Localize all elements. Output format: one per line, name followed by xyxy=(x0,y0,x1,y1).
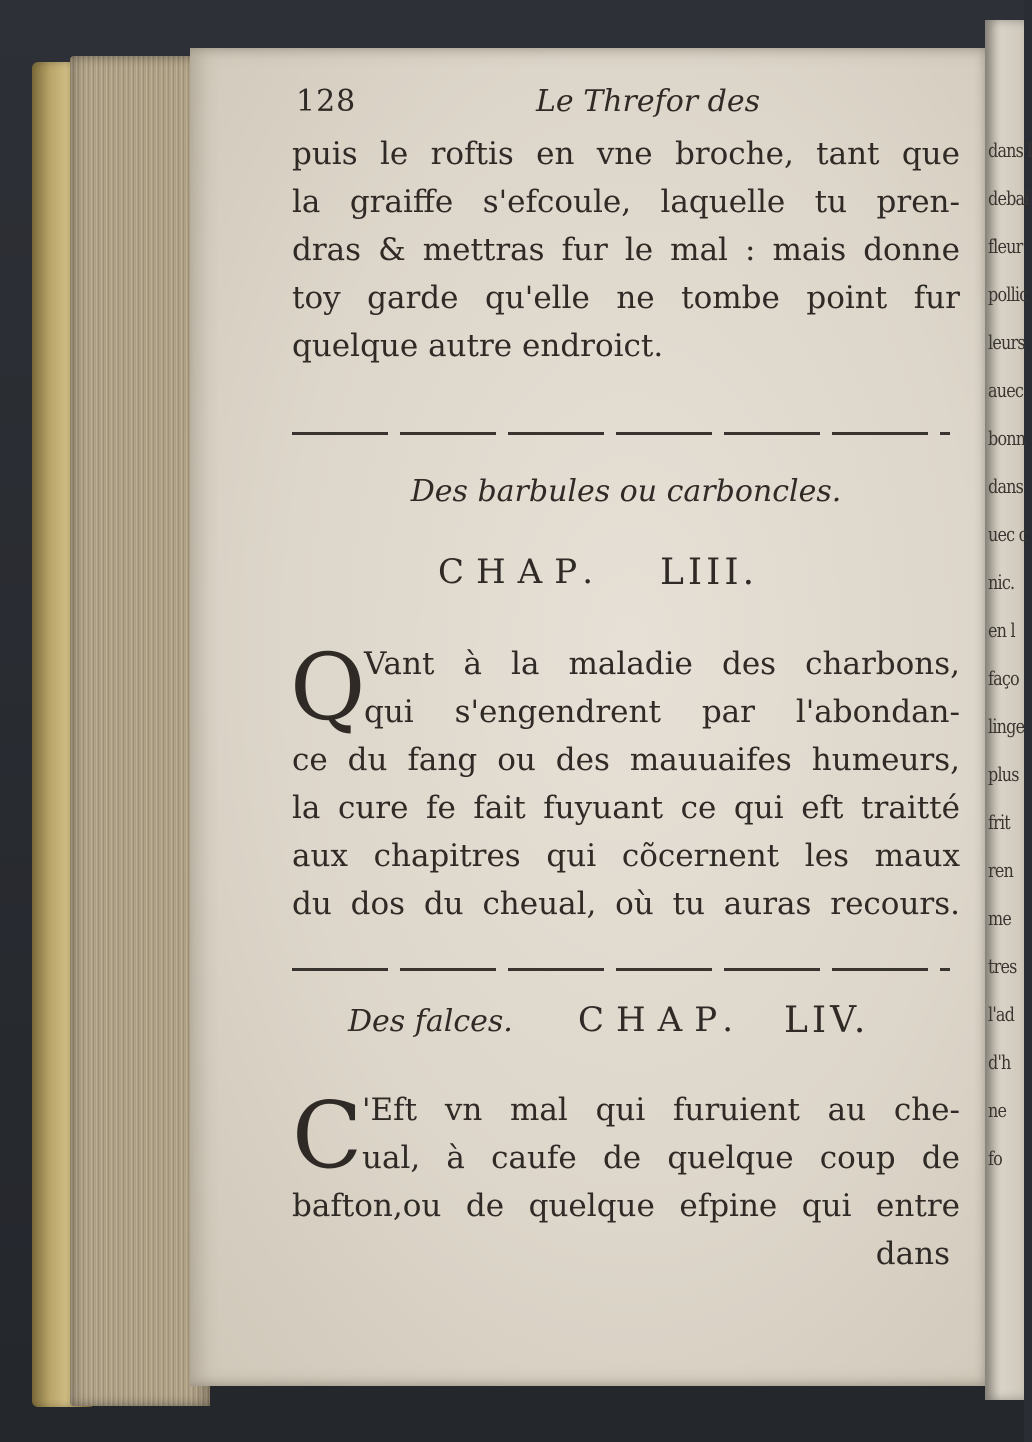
facing-page-fragment: leurs xyxy=(988,330,1025,354)
facing-page-fragment: plus xyxy=(988,762,1019,786)
text-line: puis le roftis en vne broche, tant que xyxy=(292,136,960,172)
text-line: qui s'engendrent par l'abondan- xyxy=(364,694,960,730)
chap-number: LIII. xyxy=(660,552,759,593)
chapter-heading: Des falces. xyxy=(348,1004,513,1039)
text-line: quelque autre endroict. xyxy=(292,328,664,364)
chap-word: CHAP. xyxy=(578,1000,746,1040)
facing-page-fragment: linge xyxy=(988,714,1025,738)
text-line: aux chapitres qui cõcernent les maux xyxy=(292,838,960,874)
facing-page-fragment: pollic xyxy=(988,282,1028,306)
facing-page-fragment: debai xyxy=(988,186,1029,210)
text-line: ual, à caufe de quelque coup de xyxy=(362,1140,960,1176)
drop-cap: C xyxy=(292,1082,363,1189)
text-line: toy garde qu'elle ne tombe point fur xyxy=(292,280,960,316)
facing-page-fragment: d'h xyxy=(988,1050,1011,1074)
facing-page-fragment: frit xyxy=(988,810,1010,834)
text-line: Vant à la maladie des charbons, xyxy=(364,646,960,682)
chapter-heading-line xyxy=(292,1000,960,1050)
facing-page-fragment: me xyxy=(988,906,1012,930)
text-line: la cure fe fait fuyuant ce qui eft traitté xyxy=(292,790,960,826)
text-line: ce du fang ou des mauuaifes humeurs, xyxy=(292,742,960,778)
ornamental-rule xyxy=(292,432,950,435)
text-line: 'Eft vn mal qui furuient au che- xyxy=(362,1092,960,1128)
facing-page-fragment: dans l xyxy=(988,138,1032,162)
page-number: 128 xyxy=(296,84,357,119)
facing-page-fragment: fo xyxy=(988,1146,1002,1170)
chap-word: CHAP. xyxy=(438,552,606,592)
facing-page-fragment: nic. xyxy=(988,570,1015,594)
facing-page-fragment: ne xyxy=(988,1098,1007,1122)
facing-page-fragment: bonn xyxy=(988,426,1026,450)
page-edges xyxy=(70,56,210,1406)
ornamental-rule xyxy=(292,968,950,971)
facing-page-fragment: auec xyxy=(988,378,1024,402)
running-head xyxy=(292,84,960,128)
catchword: dans xyxy=(875,1236,950,1272)
chap-number: LIV. xyxy=(784,1000,870,1041)
drop-cap: Q xyxy=(290,634,366,741)
facing-page-fragment: fleur xyxy=(988,234,1023,258)
text-line: la graiffe s'efcoule, laquelle tu pren- xyxy=(292,184,960,220)
facing-page-fragment: ren xyxy=(988,858,1014,882)
facing-page-fragment: tres xyxy=(988,954,1017,978)
facing-page-fragment: dans xyxy=(988,474,1024,498)
text-line: bafton,ou de quelque efpine qui entre xyxy=(292,1188,960,1224)
facing-page-fragment: l'ad xyxy=(988,1002,1015,1026)
running-title: Le Threfor des xyxy=(536,84,761,119)
facing-page-fragment: uec c xyxy=(988,522,1027,546)
facing-page xyxy=(985,20,1032,1400)
chapter-label xyxy=(292,552,960,602)
text-line: dras & mettras fur le mal : mais donne xyxy=(292,232,960,268)
text-line: du dos du cheual, où tu auras recours. xyxy=(292,886,960,922)
facing-page-fragment: en l xyxy=(988,618,1015,642)
chapter-heading: Des barbules ou carboncles. xyxy=(410,474,842,509)
facing-page-fragment: faço xyxy=(988,666,1019,690)
